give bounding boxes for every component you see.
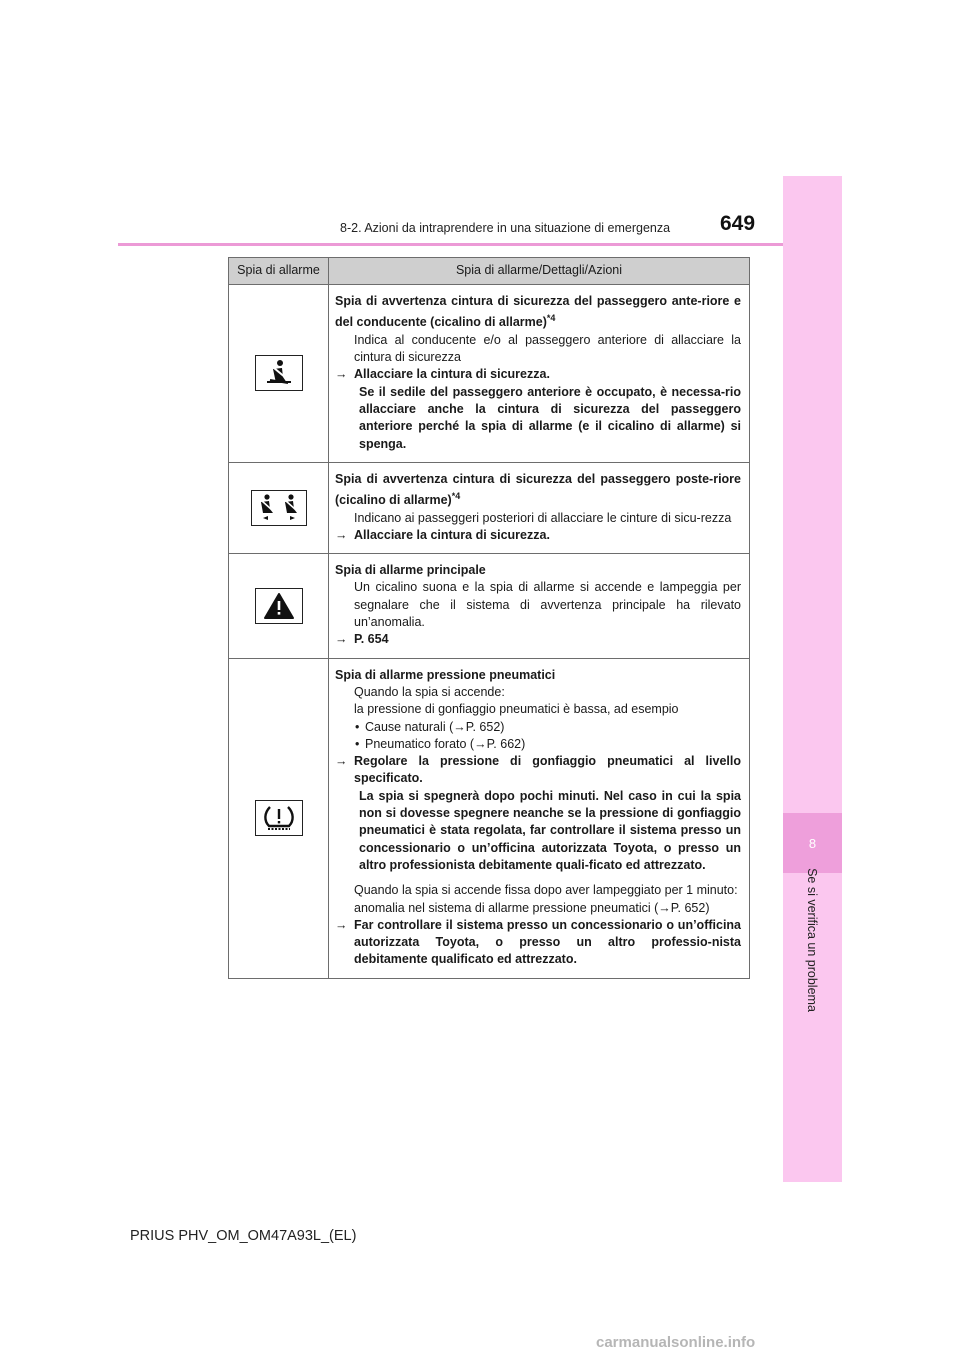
table-row	[229, 285, 750, 463]
row-action: P. 654	[354, 632, 389, 647]
list-item: • Pneumatico forato (→P. 662)	[335, 736, 741, 753]
footnote-mark: *4	[546, 313, 556, 324]
row-title: Spia di avvertenza cintura di sicurezza del passeggero ante-riore e del conducente (cicalino di allarme)	[335, 294, 741, 330]
header-rule	[118, 243, 783, 246]
icon-cell	[229, 462, 329, 553]
row-action-detail: Se il sedile del passeggero anteriore è occupato, è necessa-rio allacciare anche la cintura di sicurezza del passeggero anteriore perché la spia di allarme (e il cicalino di allarme) si spenga.	[359, 384, 741, 451]
arrow-mark: →	[335, 917, 348, 932]
description-cell	[329, 658, 750, 978]
row-title: Spia di allarme principale	[335, 563, 486, 578]
icon-cell	[229, 285, 329, 463]
description-cell	[329, 285, 750, 463]
description-cell	[329, 554, 750, 658]
table-row	[229, 658, 750, 978]
row-title: Spia di avvertenza cintura di sicurezza del passeggero poste-riore (cicalino di allarme)	[335, 471, 741, 508]
tire-pressure-warning-icon	[255, 800, 303, 836]
table-row	[229, 462, 750, 553]
chapter-label: Se si verifica un problema	[805, 868, 819, 1012]
watermark: carmanualsonline.info	[596, 1334, 756, 1351]
icon-cell	[229, 554, 329, 658]
arrow-mark: →	[335, 632, 348, 647]
row-body: Un cicalino suona e la spia di allarme si accende e lampeggia per segnalare che il sistema di avvertenza principale ha rilevato un’anomalia.	[354, 580, 741, 630]
chapter-side-tab	[783, 176, 842, 1182]
table-row	[229, 554, 750, 658]
row-action-detail: La spia si spegnerà dopo pochi minuti. Nel caso in cui la spia non si dovesse spegnere neanche se la pressione di gonfiaggio pneumatici è stata regolata, far controllare il sistema presso un concessionario o un’officina autorizzata Toyota, o presso un altro professionista debitamente quali-ficato ed attrezzato.	[359, 788, 741, 872]
front-seatbelt-reminder-icon	[255, 355, 303, 391]
row-action: Allacciare la cintura di sicurezza.	[354, 367, 550, 382]
row-body: Indica al conducente e/o al passeggero anteriore di allacciare la cintura di sicurezza	[354, 332, 741, 365]
section-title: 8-2. Azioni da intraprendere in una situazione di emergenza	[340, 221, 671, 235]
footer-document-code: PRIUS PHV_OM_OM47A93L_(EL)	[130, 1228, 357, 1244]
table-header-row	[229, 258, 750, 285]
arrow-mark: →	[335, 527, 348, 542]
row-action: Regolare la pressione di gonfiaggio pneumatici al livello specificato.	[354, 754, 741, 786]
row-body: la pressione di gonfiaggio pneumatici è bassa, ad esempio	[354, 702, 679, 717]
arrow-mark: →	[335, 367, 348, 382]
chapter-number-tab: 8	[783, 813, 842, 873]
arrow-mark: →	[335, 754, 348, 769]
footnote-mark: *4	[451, 491, 461, 502]
master-warning-icon	[255, 588, 303, 624]
column-header-details: Spia di allarme/Dettagli/Azioni	[329, 258, 750, 285]
row-case-intro: Quando la spia si accende:	[354, 684, 505, 699]
row-body: Indicano ai passeggeri posteriori di allacciare le cinture di sicu-rezza	[354, 510, 732, 525]
row-title: Spia di allarme pressione pneumatici	[335, 667, 556, 682]
row-case-intro: Quando la spia si accende fissa dopo aver lampeggiato per 1 minuto:	[354, 883, 738, 898]
row-body: anomalia nel sistema di allarme pressione pneumatici (→P. 652)	[354, 900, 710, 915]
warning-lights-table	[228, 257, 750, 979]
row-action: Allacciare la cintura di sicurezza.	[354, 527, 550, 542]
page-number: 649	[720, 212, 756, 235]
icon-cell	[229, 658, 329, 978]
description-cell	[329, 462, 750, 553]
rear-seatbelt-reminder-icon	[251, 490, 307, 526]
column-header-icon: Spia di allarme	[229, 258, 329, 285]
row-action: Far controllare il sistema presso un concessionario o un’officina autorizzata Toyota, o presso un altro professio-nista debitamente qualificato ed attrezzato.	[354, 917, 741, 967]
list-item: • Cause naturali (→P. 652)	[335, 719, 741, 736]
